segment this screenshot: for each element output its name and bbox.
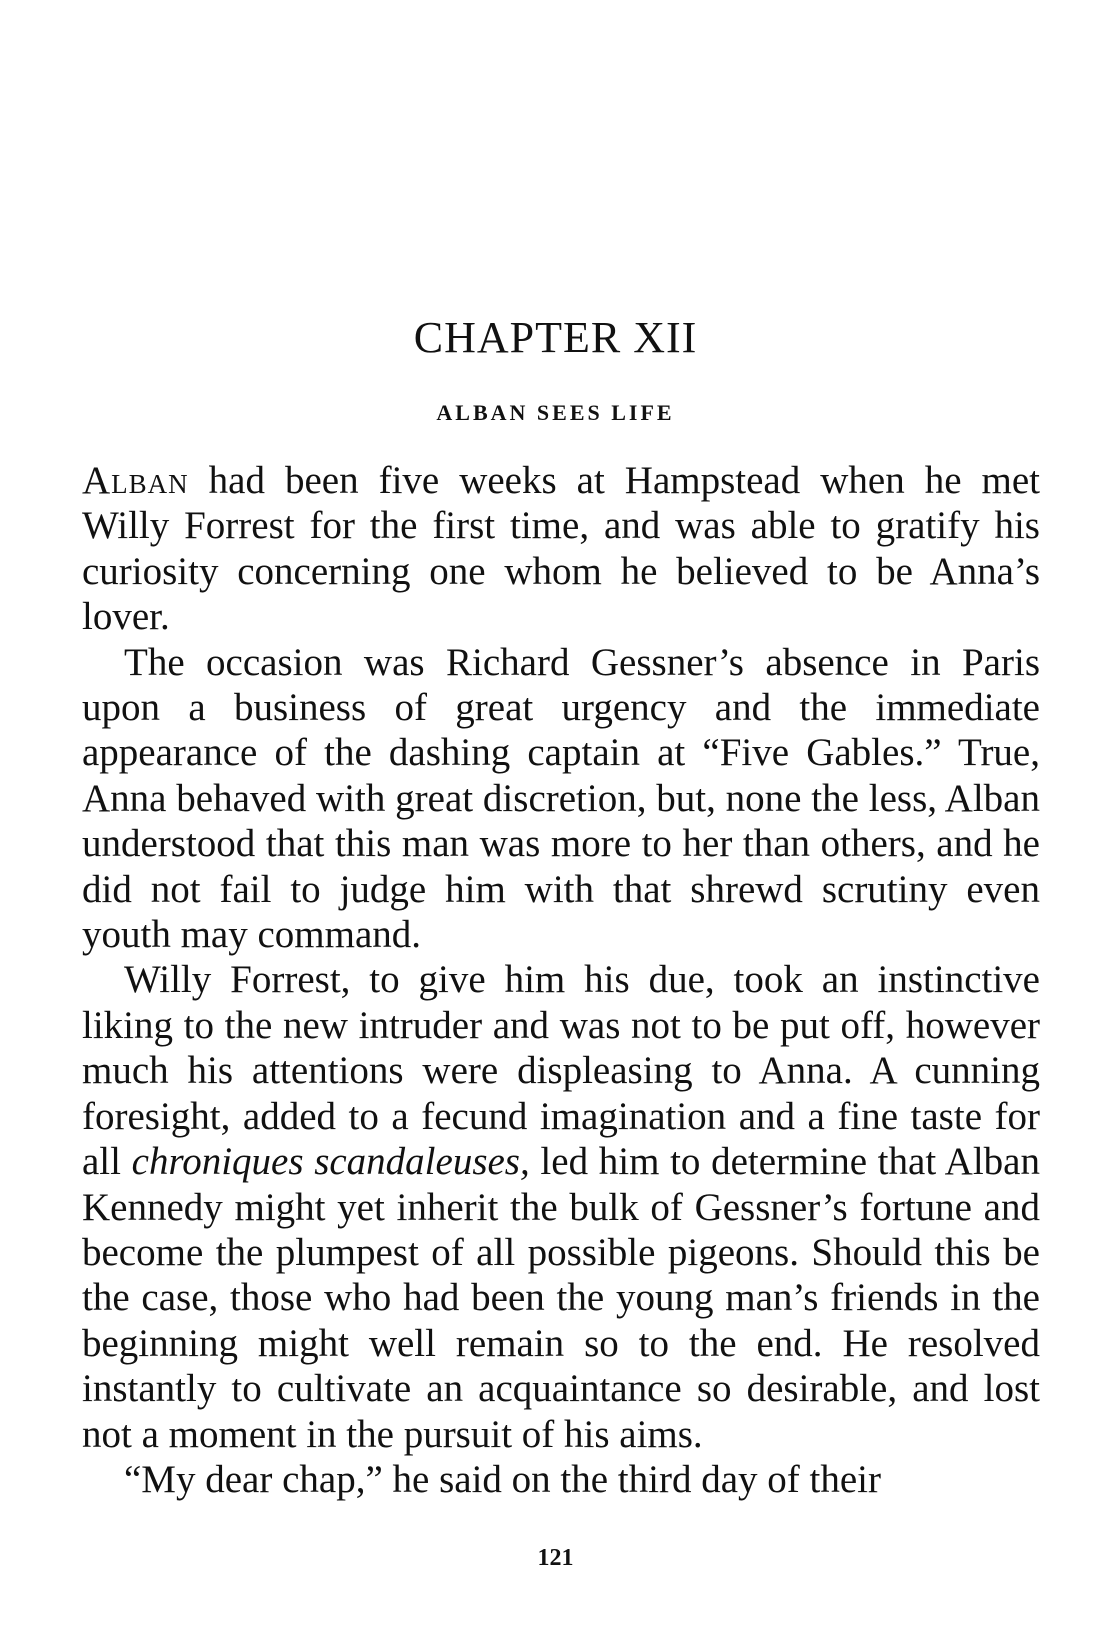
paragraph-text: had been five weeks at Hampstead when he met Willy Forrest for the first time, and was able to gratify his curiosity concerning one whom he believed to be Anna’s lover.	[82, 459, 1040, 639]
paragraph-2	[82, 640, 1040, 958]
paragraph-text-before-italic: Willy Forrest, to give him his due, took an instinctive liking to the new intruder and was not to be put off, however much his attentions were displeasing to Anna. A cunning foresight, added to a fecund imagination and a fine taste for all	[82, 958, 1040, 1184]
page-number: 121	[537, 1545, 574, 1571]
paragraph-text: The occasion was Richard Gessner’s absence in Paris upon a business of great urgency and the immediate appearance of the dashing captain at “Five Gables.” True, Anna behaved with great discretion, but, none the less, Alban understood that this man was more to her than others, and he did not fail to judge him with that shrewd scrutiny even youth may command.	[82, 640, 1040, 957]
paragraph-1	[82, 458, 1040, 640]
paragraph-text-after-italic: led him to determine that Alban Kennedy might yet inherit the bulk of Gessner’s fortune and become the plumpest of all possible pigeons. Should this be the case, those who had been the young man’s friends in the beginning might well remain so to the end. He resolved instantly to cultivate an acquaintance so desirable, and lost not a moment in the pursuit of his aims.	[82, 1140, 1040, 1456]
drop-lead-word: Alban	[82, 459, 189, 502]
paragraph-4	[82, 1457, 1040, 1502]
chapter-heading: CHAPTER XII	[413, 313, 698, 362]
chapter-subtitle: ALBAN SEES LIFE	[436, 400, 675, 425]
chapter-body	[82, 458, 1040, 1502]
paragraph-text: “My dear chap,” he said on the third day of their	[124, 1457, 881, 1501]
italic-phrase: chroniques scandaleuses,	[131, 1140, 530, 1184]
paragraph-3	[82, 957, 1040, 1456]
